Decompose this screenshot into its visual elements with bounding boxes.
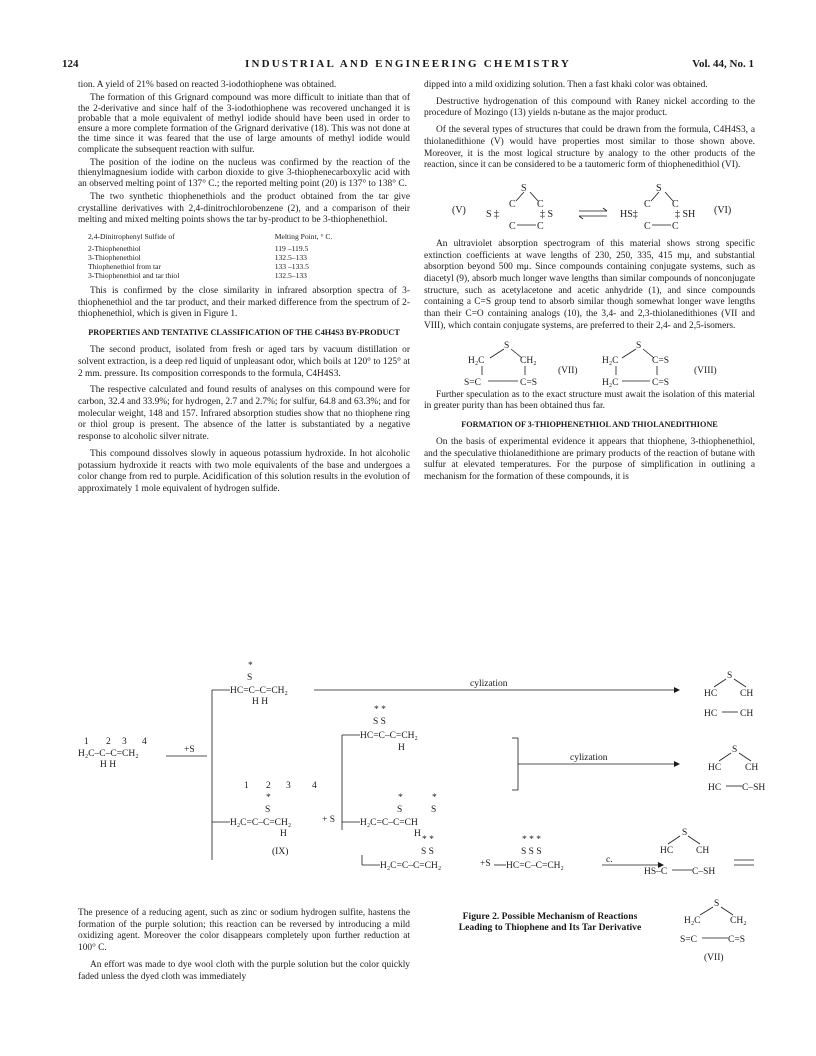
arrow-head [579,216,583,219]
carbon-number: 2 [266,781,271,791]
table-header: 2,4-Dinitrophenyl Sulfide of [88,232,175,242]
table-header: Melting Point, ° C. [274,232,333,242]
intermediate: H₂C=C–C=CH₂ [380,861,442,871]
label-v: (V) [452,204,466,216]
atom-group: CH [745,763,759,773]
paragraph: Further speculation as to the exact structure must await the isolation of this material in greater purity than has been obtained thus far. [424,389,755,412]
paragraph: Of the several types of structures that could be drawn from the formula, C4H4S3, a thiolanedithione (V) would have properties most similar to those shown above. Moreover, it is the most logical structure by analogy to the other products of the reaction, since it can be considered to be a tautomeric form of thiophenedithiol (VI). [424,125,755,171]
paragraph: The formation of this Grignard compound was more difficult to initiate than that of the 2-derivative and since half of the 3-iodothiophene was recovered unchanged it is probable that a mole equivalent of methyl iodide should have been used in order to ensure a more complete formation of the Grignard derivative (18). This was not done at the time since it was feared that the use of large amounts of methyl iodide would complicate the subsequent reaction with sulfur. [78,93,410,155]
structures-v-vi [424,177,755,239]
paragraph: This is confirmed by the close similarity in infrared absorption spectra of 3-thiophenethiol and the tar product, and their marked difference from the spectrum of 2-thiophenethiol, which is given in Figure 1. [78,286,410,320]
structures-vii-viii [424,338,755,390]
figure-2 [62,660,766,880]
bottom-left-column [78,908,410,988]
thiolanedithione-diagram [424,338,755,390]
hydrogen-labels: H H [252,697,269,707]
sulfur-atom: S [636,340,642,351]
arrow-head [674,761,680,767]
cyclization-label: cylization [570,753,608,763]
intermediate: H₂C=C–C=CH [360,818,418,828]
sulfur-atom: S [397,805,403,815]
starting-compound: H₂C–C–C=CH₂ [78,749,139,759]
carbon-number: 3 [286,781,291,791]
table-cell: 119 –119.5 [274,244,309,254]
bond [734,679,746,687]
atom-group: H₂C [602,355,619,366]
table-row [88,244,378,253]
paragraph: The two synthetic thiophenethiols and the product obtained from the tar give crystalline derivatives with 2,4-dinitrochlorobenzene (2), and a comparison of their melting and mixed melting points shows the tar by-product to be 3-thiophenethiol. [78,191,410,226]
bond [739,753,751,761]
paragraph: Destructive hydrogenation of this compound with Raney nickel according to the procedure of Mozingo (13) yields n-butane as the major product. [424,96,755,119]
atom-group: H₂C [684,916,701,926]
carbon-number: 4 [312,781,317,791]
atom-group: S=C [680,935,697,945]
atom-group: ‡ SH [675,208,696,220]
atom-group: C=S [520,377,537,388]
bond [721,907,733,915]
radical-dot: * * [374,705,386,715]
hydrogen-labels: H H [100,760,117,770]
label-viii: (VIII) [694,365,717,376]
section-heading: PROPERTIES AND TENTATIVE CLASSIFICATION OF THE C4H4S3 BY-PRODUCT [88,328,400,338]
paragraph: On the basis of experimental evidence it appears that thiophene, 3-thiophenethiol, and the speculative thiolanedithione are primary products of the reaction of butane with sulfur at elevated temperatures. For the purpose of simplification in outlining a mechanism for the formation of these compounds, it is [424,436,755,483]
atom-group: S=C [464,377,481,388]
bond [714,679,726,687]
right-column [424,80,755,489]
melting-point-table [88,232,378,280]
carbon-number: 1 [244,781,249,791]
journal-title: INDUSTRIAL AND ENGINEERING CHEMISTRY [244,58,572,70]
sulfur-atom: S [521,182,527,194]
hydrogen-label: H [414,829,421,839]
label-vi: (VI) [714,204,732,216]
table-row [88,253,378,262]
carbon-atom: C [537,198,544,210]
bond [700,907,713,915]
sulfur-atom: S [732,745,738,755]
bond [668,836,680,844]
paragraph: An ultraviolet absorption spectrogram of this material shows strong specific extinction coefficients at wave lengths of 230, 250, 335, 415 mμ, and substantial absorption beyond 500 mμ. Since compounds containing conjugate systems, such as diacetyl (9), absorb much longer wave lengths than similar compounds of nonconjugate structure, such as acetylacetone and acetic anhydride (1), and since compounds containing a C=S group tend to absorb similar though somewhat longer wave lengths than their C=O containing analogs (10), the 3,4- and 2,3-thiolanedithiones (VII and VIII), which contain conjugate systems, are preferred to their 2,4- and 2,5-isomers. [424,238,755,331]
plus-sulfur: +S [480,859,491,869]
sulfur-atom: S S [421,847,434,857]
hydrogen-label: H [398,743,405,753]
table-cell: 3-Thiophenethiol and tar thiol [88,271,180,281]
intermediate: HC=C–C=CH₂ [506,861,564,871]
table-cell: 2-Thiophenethiol [88,244,141,254]
atom-group: CH₂ [730,916,747,926]
paragraph: The second product, isolated from fresh or aged tars by vacuum distillation or solvent extraction, is a deep red liquid of unpleasant odor, which boils at 120° to 125° at 2 mm. pressure. Its composition corresponds to the formula, C4H4S3. [78,345,410,379]
step-label: c. [606,855,613,865]
atom-group: HC [704,689,718,699]
atom-group: HC [708,783,722,793]
carbon-number: 4 [142,737,147,747]
figure-caption: Figure 2. Possible Mechanism of Reactions Leading to Thiophene and Its Tar Derivative [458,911,642,933]
bond [719,753,731,761]
atom-group: CH [740,689,754,699]
paragraph: This compound dissolves slowly in aqueous potassium hydroxide. In hot alcoholic potassium hydroxide it reacts with two mole equivalents of the base and undergoes a color change from red to purple. Acidification of this solution results in the evolution of approximately 1 mole equivalent of hydrogen sulfide. [78,448,410,494]
atom-group: C=S [728,935,745,945]
table-row [88,262,378,271]
bond [622,349,636,358]
atom-group: C–SH [742,783,766,793]
carbon-atom: C [509,220,516,232]
page-header [62,58,754,74]
tautomer-diagram [424,177,755,239]
label-ix: (IX) [272,847,289,857]
radical-dot: * [248,661,253,671]
radical-dot: * * [422,835,434,845]
sulfur-atom: S [431,805,437,815]
table-cell: 132.5–133 [274,271,307,281]
radical-dot: * [266,793,271,803]
plus-sulfur: + S [322,815,336,825]
bond [490,349,504,358]
atom-group: CH₂ [520,355,537,366]
radical-dot: * * * [522,835,541,845]
table-cell: Thiophenethiol from tar [88,262,161,272]
atom-group: C–SH [692,867,716,877]
paragraph: dipped into a mild oxidizing solution. Then a fast khaki color was obtained. [424,80,708,90]
atom-group: HC [704,709,718,719]
sulfur-atom: S [265,805,271,815]
bond [651,192,659,201]
atom-group: HC [708,763,722,773]
atom-group: S ‡ [486,208,500,220]
bond [516,192,524,201]
label-vii: (VII) [704,953,724,963]
cyclization-label: cylization [470,679,508,689]
paragraph: The presence of a reducing agent, such as zinc or sodium hydrogen sulfite, hastens the formation of the purple solution; this reaction can be reversed by introducing a mild oxidizing agent. Moreover the color disappears completely upon further reduction at 100° C. [78,908,410,954]
carbon-atom: C [644,220,651,232]
paragraph: The respective calculated and found results of analyses on this compound were for carbon, 32.4 and 33.9%; for hydrogen, 2.7 and 2.7%; for sulfur, 64.8 and 63.3%; and for molecular weight, 148 and 157. Infrared absorption studies show that no thiophene ring or thiol group is present. The absence of the latter is substantiated by a negative response to alcoholic silver nitrate. [78,385,410,443]
sulfur-atom: S S S [521,847,542,857]
sulfur-atom: S [727,671,733,681]
table-cell: 3-Thiophenethiol [88,253,141,263]
sulfur-atom: S [247,673,253,683]
atom-group: C=S [652,355,669,366]
carbon-atom: C [644,198,651,210]
atom-group: ‡ S [540,208,554,220]
sulfur-atom: S [656,182,662,194]
section-heading: FORMATION OF 3-THIOPHENETHIOL AND THIOLANEDITHIONE [461,419,718,429]
atom-group: HS–C [644,867,668,877]
paragraph: The position of the iodine on the nucleus was confirmed by the reaction of the thienylmagnesium iodide with carbon dioxide to give 3-thiophenecarboxylic acid with an observed melting point of 137° C.; the reported melting point (20) is 137° to 138° C. [78,158,410,189]
plus-sulfur: +S [184,745,195,755]
structure-vii [680,896,760,966]
radical-dot: * [432,793,437,803]
arrow-head [603,208,607,211]
carbon-atom: C [672,220,679,232]
atom-group: CH [740,709,754,719]
table-row [88,271,378,280]
paragraph: tion. A yield of 21% based on reacted 3-iodothiophene was obtained. [78,80,337,90]
carbon-number: 1 [84,737,89,747]
table-cell: 132.5–133 [274,253,307,263]
sulfur-atom: S [714,899,720,909]
bond [688,836,700,844]
atom-group: H₂C [602,377,619,388]
atom-group: H₂C [468,355,485,366]
radical-dot: * [398,793,403,803]
intermediate: HC=C–C=CH₂ [360,731,418,741]
left-column [78,80,410,501]
carbon-atom: C [672,198,679,210]
atom-group: C=S [652,377,669,388]
carbon-number: 2 [106,737,111,747]
arrow-head [674,687,680,693]
carbon-atom: C [537,220,544,232]
sulfur-atom: S [504,340,510,351]
mechanism-diagram [62,660,766,880]
table-cell: 133 –133.5 [274,262,309,272]
volume-issue: Vol. 44, No. 1 [692,58,754,70]
paragraph: An effort was made to dye wool cloth with the purple solution but the color quickly faded unless the dyed cloth was immediately [78,959,410,982]
atom-group: HS‡ [620,208,638,220]
atom-group: HC [660,846,674,856]
intermediate: HC=C–C=CH₂ [230,686,288,696]
page-number: 124 [62,58,79,70]
carbon-number: 3 [122,737,127,747]
carbon-atom: C [509,198,516,210]
intermediate-ix: H₂C=C–C=CH₂ [230,818,292,828]
label-vii: (VII) [558,365,578,376]
atom-group: CH [696,846,710,856]
sulfur-atom: S [682,828,688,838]
sulfur-atom: S S [373,717,386,727]
hydrogen-label: H [280,829,287,839]
